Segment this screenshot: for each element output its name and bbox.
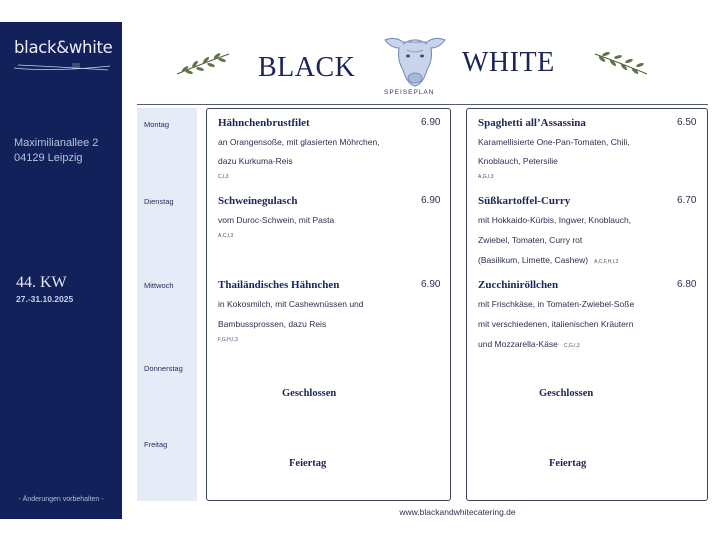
website-link[interactable]: www.blackandwhitecatering.de bbox=[399, 507, 516, 517]
cutlery-icon bbox=[12, 61, 112, 75]
day-label-donnerstag: Donnerstag bbox=[144, 364, 183, 373]
dish-price: 6.80 bbox=[677, 279, 697, 290]
dish-description bbox=[478, 255, 618, 265]
day-label-dienstag: Dienstag bbox=[144, 197, 174, 206]
address-street: Maximilianallee 2 bbox=[14, 137, 99, 149]
dish-description: Karamellisierte One-Pan-Tomaten, Chili, bbox=[478, 137, 630, 147]
brand-white: WHITE bbox=[462, 47, 555, 78]
dish-description: dazu Kurkuma-Reis bbox=[218, 156, 293, 166]
dish-price: 6.90 bbox=[421, 117, 441, 128]
dish-title: Süßkartoffel-Curry bbox=[478, 195, 571, 207]
menu-column-a bbox=[206, 108, 451, 501]
sidebar bbox=[0, 22, 122, 519]
holiday-notice: Feiertag bbox=[549, 458, 587, 469]
dish-title: Hähnchenbrustfilet bbox=[218, 117, 310, 129]
dish-description: vom Duroc-Schwein, mit Pasta bbox=[218, 215, 335, 225]
logo-text: black&white bbox=[14, 38, 113, 57]
menu-subtitle: SPEISEPLAN bbox=[384, 89, 435, 96]
dish-description: Bambussprossen, dazu Reis bbox=[218, 319, 327, 329]
cow-head-icon bbox=[377, 26, 453, 90]
header-divider bbox=[137, 104, 708, 105]
dish-price: 6.70 bbox=[677, 195, 697, 206]
dish-description: Knoblauch, Petersilie bbox=[478, 156, 558, 166]
dish-allergens: A,G,I,3 bbox=[478, 174, 494, 180]
dish-description: an Orangensoße, mit glasierten Möhrchen, bbox=[218, 137, 380, 147]
dish-allergens: F,G,H,I,3 bbox=[218, 337, 238, 343]
dish-allergens: A,C,F,H,I,3 bbox=[594, 259, 619, 265]
dish-description: mit verschiedenen, italienischen Kräutern bbox=[478, 319, 634, 329]
day-column bbox=[137, 108, 197, 501]
calendar-week: 44. KW bbox=[16, 274, 67, 291]
closed-notice: Geschlossen bbox=[282, 388, 337, 399]
dish-title: Zucchiniröllchen bbox=[478, 279, 559, 291]
herb-sprig-icon bbox=[175, 48, 231, 78]
dish-description: mit Hokkaido-Kürbis, Ingwer, Knoblauch, bbox=[478, 215, 632, 225]
disclaimer: - Änderungen vorbehalten - bbox=[18, 496, 104, 503]
dish-description-text: (Basilikum, Limette, Cashew) bbox=[478, 255, 589, 265]
closed-notice: Geschlossen bbox=[539, 388, 594, 399]
dish-description-text: und Mozzarella-Käse bbox=[478, 339, 558, 349]
dish-price: 6.90 bbox=[421, 279, 441, 290]
menu-column-b bbox=[466, 108, 708, 501]
dish-allergens: C,I,3 bbox=[218, 174, 229, 180]
address bbox=[14, 136, 98, 166]
dish-title: Spaghetti all’Assassina bbox=[478, 117, 586, 129]
herb-sprig-icon bbox=[593, 48, 649, 78]
dish-description bbox=[478, 339, 580, 349]
dish-price: 6.90 bbox=[421, 195, 441, 206]
dish-title: Thailändisches Hähnchen bbox=[218, 279, 340, 291]
day-label-montag: Montag bbox=[144, 120, 170, 129]
day-label-mittwoch: Mittwoch bbox=[144, 281, 174, 290]
address-city: 04129 Leipzig bbox=[14, 152, 83, 164]
brand-black: BLACK bbox=[258, 52, 356, 83]
week-date-range: 27.-31.10.2025 bbox=[16, 294, 74, 304]
day-label-freitag: Freitag bbox=[144, 440, 168, 449]
dish-title: Schweinegulasch bbox=[218, 195, 298, 207]
dish-description: Zwiebel, Tomaten, Curry rot bbox=[478, 235, 583, 245]
dish-allergens: C,G,I,3 bbox=[563, 343, 580, 349]
dish-description: in Kokosmilch, mit Cashewnüssen und bbox=[218, 299, 364, 309]
dish-allergens: A,C,I,3 bbox=[218, 233, 234, 239]
dish-price: 6.50 bbox=[677, 117, 697, 128]
dish-description: mit Frischkäse, in Tomaten-Zwiebel-Soße bbox=[478, 299, 635, 309]
holiday-notice: Feiertag bbox=[289, 458, 327, 469]
